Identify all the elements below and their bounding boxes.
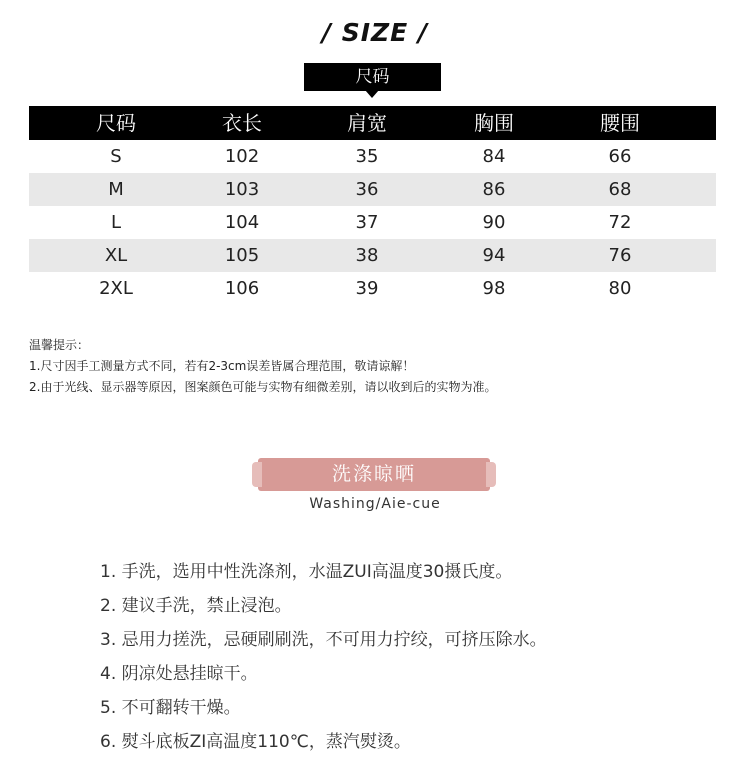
table-cell: 38 <box>355 245 379 266</box>
table-cell: 84 <box>482 146 506 167</box>
table-cell: 35 <box>355 146 379 167</box>
table-cell: 94 <box>482 245 506 266</box>
table-cell: 72 <box>608 212 632 233</box>
table-cell: 68 <box>608 179 632 200</box>
size-title: / SIZE / <box>321 18 429 47</box>
header-waist: 腰围 <box>600 111 640 135</box>
table-cell: 106 <box>224 278 260 299</box>
header-chest: 胸围 <box>474 111 514 135</box>
table-cell: 102 <box>224 146 260 167</box>
table-cell: 66 <box>608 146 632 167</box>
table-cell: 80 <box>608 278 632 299</box>
table-header-row <box>29 106 716 140</box>
table-cell: XL <box>104 245 128 266</box>
table-row <box>29 140 716 173</box>
header-length: 衣长 <box>222 111 262 135</box>
care-item: 2. 建议手洗，禁止浸泡。 <box>100 596 292 616</box>
care-item: 3. 忌用力搓洗，忌硬刷刷洗，不可用力拧绞，可挤压除水。 <box>100 630 547 650</box>
table-cell: S <box>110 146 122 167</box>
size-notes <box>29 335 496 398</box>
table-row <box>29 239 716 272</box>
table-cell: M <box>108 179 124 200</box>
table-cell: 36 <box>355 179 379 200</box>
table-cell: 104 <box>224 212 260 233</box>
care-item: 6. 熨斗底板ZI高温度110℃，蒸汽熨烫。 <box>100 732 411 752</box>
size-table <box>29 106 716 305</box>
washing-title-banner: 洗涤晾晒 <box>258 458 490 491</box>
note-item: 2.由于光线、显示器等原因，图案颜色可能与实物有细微差别，请以收到后的实物为准。 <box>29 380 497 394</box>
table-cell: L <box>110 212 122 233</box>
table-cell: 37 <box>355 212 379 233</box>
care-item: 4. 阴凉处悬挂晾干。 <box>100 664 258 684</box>
table-cell: 105 <box>224 245 260 266</box>
table-row <box>29 173 716 206</box>
size-tag: 尺码 <box>304 63 441 91</box>
care-instructions-list <box>100 557 547 761</box>
table-cell: 86 <box>482 179 506 200</box>
care-item: 1. 手洗，选用中性洗涤剂，水温ZUI高温度30摄氏度。 <box>100 562 513 582</box>
table-row <box>29 272 716 305</box>
table-cell: 2XL <box>99 278 133 299</box>
header-size: 尺码 <box>96 111 136 135</box>
table-cell: 98 <box>482 278 506 299</box>
table-row <box>29 206 716 239</box>
table-cell: 90 <box>482 212 506 233</box>
table-cell: 103 <box>224 179 260 200</box>
header-shoulder: 肩宽 <box>347 111 387 135</box>
table-cell: 76 <box>608 245 632 266</box>
note-item: 1.尺寸因手工测量方式不同，若有2-3cm误差皆属合理范围，敬请谅解！ <box>29 359 415 373</box>
care-item: 5. 不可翻转干燥。 <box>100 698 241 718</box>
tag-pointer <box>365 90 379 98</box>
notes-title: 温馨提示： <box>29 338 90 352</box>
table-cell: 39 <box>355 278 379 299</box>
washing-subtitle: Washing/Aie-cue <box>309 496 441 512</box>
